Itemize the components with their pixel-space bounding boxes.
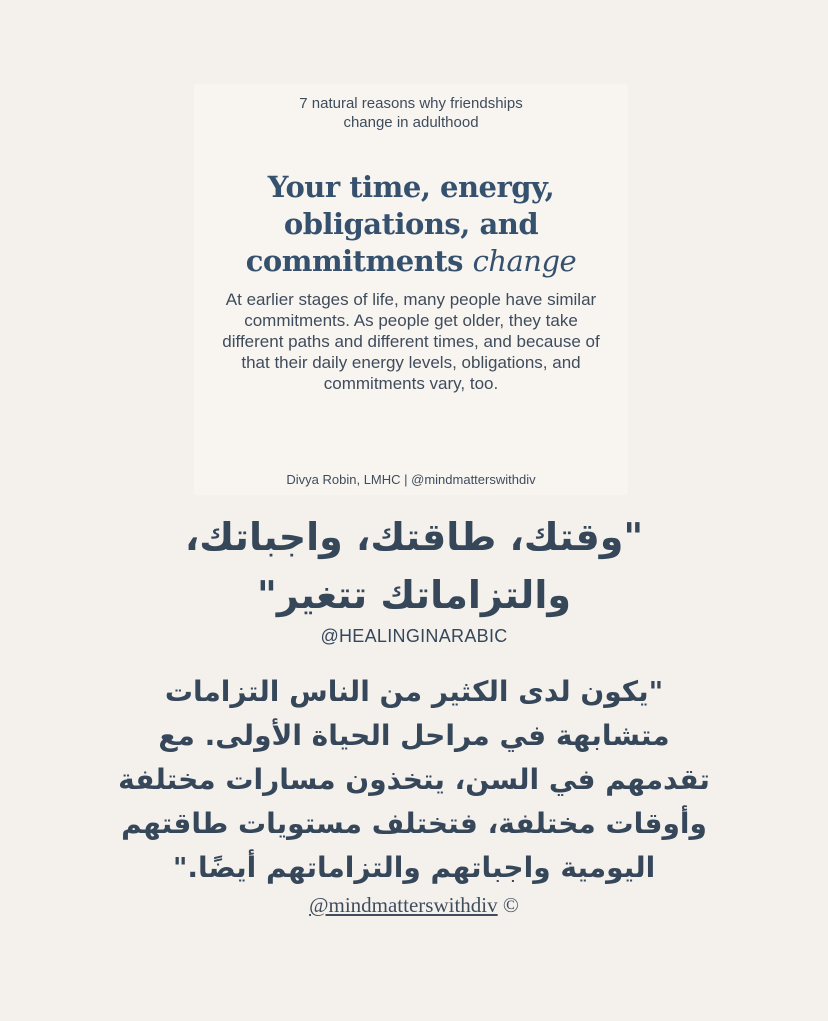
title-line: obligations, and xyxy=(283,207,539,241)
title-line: Your time, energy, xyxy=(267,170,555,204)
title-text: commitments xyxy=(245,244,473,278)
title-line xyxy=(194,243,628,280)
source-account-link[interactable]: @mindmatterswithdiv xyxy=(309,893,498,917)
arabic-title-line: "وقتك، طاقتك، واجباتك، xyxy=(184,515,644,559)
card-author-credit: Divya Robin, LMHC | @mindmatterswithdiv xyxy=(286,472,536,487)
quote-card xyxy=(194,84,628,495)
arabic-title xyxy=(40,508,788,624)
kicker-line: 7 natural reasons why friendships xyxy=(299,95,523,112)
copyright-symbol: © xyxy=(502,893,519,917)
arabic-title-line: والتزاماتك تتغير" xyxy=(257,573,571,617)
arabic-quote-line: تقدمهم في السن، يتخذون مسارات مختلفة xyxy=(118,763,710,796)
translator-handle: @HEALINGINARABIC xyxy=(320,626,508,646)
arabic-quote-line: "يكون لدى الكثير من الناس التزامات xyxy=(164,675,664,708)
copyright-credit xyxy=(0,892,828,918)
card-body-text: At earlier stages of life, many people have similar commitments. As people get older, they take different paths and different times, and because of that their daily energy levels, obligations, and commitments vary, too. xyxy=(222,290,600,393)
arabic-quote xyxy=(110,670,718,890)
kicker-line: change in adulthood xyxy=(343,114,479,131)
card-title xyxy=(194,169,628,280)
title-accent: change xyxy=(472,244,577,278)
arabic-quote-line: وأوقات مختلفة، فتختلف مستويات طاقتهم xyxy=(121,807,707,840)
arabic-quote-line: متشابهة في مراحل الحياة الأولى. مع xyxy=(158,719,670,752)
card-kicker xyxy=(194,94,628,132)
arabic-quote-line: اليومية واجباتهم والتزاماتهم أيضًا." xyxy=(172,851,656,884)
